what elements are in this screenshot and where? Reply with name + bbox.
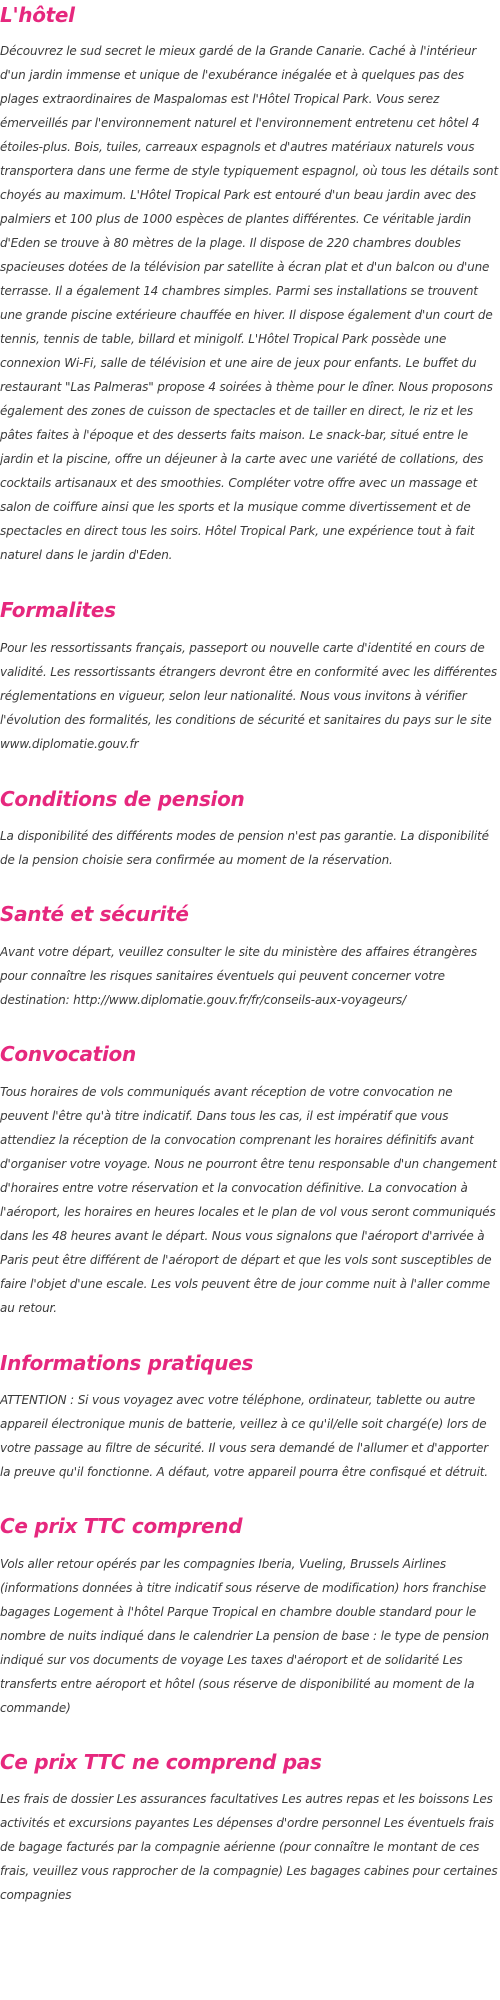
section-title-hotel: L'hôtel [0,3,75,27]
section-body-informations-pratiques: ATTENTION : Si vous voyagez avec votre téléphone, ordinateur, tablette ou autre appareil électronique munis de batterie, veillez à ce qu'il/elle soit chargé(e) lors de votre passage au filtre de sécurité. Il vous sera demandé de l'allumer et d'apporter la preuve qu'il fonctionne. A défaut, votre appareil pourra être confisqué et détruit. [0,1393,489,1479]
section-hotel [0,1,500,567]
section-title-prix-ne-comprend-pas: Ce prix TTC ne comprend pas [0,1750,322,1774]
section-informations-pratiques [0,1349,500,1484]
section-convocation [0,1040,500,1320]
section-pension [0,785,500,872]
hotel-info-page [0,1,500,1907]
section-body-formalites: Pour les ressortissants français, passeport ou nouvelle carte d'identité en cours de validité. Les ressortissants étrangers devront être en conformité avec les différentes réglementations en vigueur, selon leur nationalité. Nous vous invitons à vérifier l'évolution des formalités, les conditions de sécurité et sanitaires du pays sur le site www.diplomatie.gouv.fr [0,641,497,751]
section-body-convocation: Tous horaires de vols communiqués avant réception de votre convocation ne peuvent l'être qu'à titre indicatif. Dans tous les cas, il est impératif que vous attendiez la réception de la convocation comprenant les horaires définitifs avant d'organiser votre voyage. Nous ne pourront être tenu responsable d'un changement d'horaires entre votre réservation et la convocation définitive. La convocation à l'aéroport, les horaires en heures locales et le plan de vol vous seront communiqués dans les 48 heures avant le départ. Nous vous signalons que l'aéroport d'arrivée à Paris peut être différent de l'aéroport de départ et que les vols sont susceptibles de faire l'objet d'une escale. Les vols peuvent être de jour comme nuit à l'aller comme au retour. [0,1085,497,1315]
section-body-prix-comprend: Vols aller retour opérés par les compagnies Iberia, Vueling, Brussels Airlines (informations données à titre indicatif sous réserve de modification) hors franchise bagages Logement à l'hôtel Parque Tropical en chambre double standard pour le nombre de nuits indiqué dans le calendrier La pension de base : le type de pension indiqué sur vos documents de voyage Les taxes d'aéroport et de solidarité Les transferts entre aéroport et hôtel (sous réserve de disponibilité au moment de la commande) [0,1557,489,1715]
section-prix-ne-comprend-pas [0,1748,500,1907]
section-title-convocation: Convocation [0,1042,136,1066]
section-body-pension: La disponibilité des différents modes de pension n'est pas garantie. La disponibilité de la pension choisie sera confirmée au moment de la réservation. [0,829,489,867]
section-prix-comprend [0,1512,500,1720]
section-title-prix-comprend: Ce prix TTC comprend [0,1514,243,1538]
section-title-pension: Conditions de pension [0,787,245,811]
section-title-formalites: Formalites [0,598,116,622]
section-body-prix-ne-comprend-pas: Les frais de dossier Les assurances facultatives Les autres repas et les boissons Les activités et excursions payantes Les dépenses d'ordre personnel Les éventuels frais de bagage facturés par la compagnie aérienne (pour connaître le montant de ces frais, veuillez vous rapprocher de la compagnie) Les bagages cabines pour certaines compagnies [0,1792,498,1902]
section-title-informations-pratiques: Informations pratiques [0,1351,254,1375]
section-formalites [0,596,500,756]
section-title-sante: Santé et sécurité [0,902,189,926]
section-sante [0,900,500,1012]
section-body-hotel: Découvrez le sud secret le mieux gardé de la Grande Canarie. Caché à l'intérieur d'un jardin immense et unique de l'exubérance inégalée et à quelques pas des plages extraordinaires de Maspalomas est l'Hôtel Tropical Park. Vous serez émerveillés par l'environnement naturel et l'environnement entretenu cet hôtel 4 étoiles-plus. Bois, tuiles, carreaux espagnols et d'autres matériaux naturels vous transportera dans une ferme de style typiquement espagnol, où tous les détails sont choyés au maximum. L'Hôtel Tropical Park est entouré d'un beau jardin avec des palmiers et 100 plus de 1000 espèces de plantes différentes. Ce véritable jardin d'Eden se trouve à 80 mètres de la plage. Il dispose de 220 chambres doubles spacieuses dotées de la télévision par satellite à écran plat et d'un balcon ou d'une terrasse. Il a également 14 chambres simples. Parmi ses installations se trouvent une grande piscine extérieure chauffée en hiver. Il dispose également d'un court de tennis, tennis de table, billard et minigolf. L'Hôtel Tropical Park possède une connexion Wi-Fi, salle de télévision et une aire de jeux pour enfants. Le buffet du restaurant "Las Palmeras" propose 4 soirées à thème pour le dîner. Nous proposons également des zones de cuisson de spectacles et de tailler en direct, le riz et les pâtes faites à l'époque et des desserts faits maison. Le snack-bar, situé entre le jardin et la piscine, offre un déjeuner à la carte avec une variété de collations, des cocktails artisanaux et des smoothies. Compléter votre offre avec un massage et salon de coiffure ainsi que les sports et la musique comme divertissement et de spectacles en direct tous les soirs. Hôtel Tropical Park, une expérience tout à fait naturel dans le jardin d'Eden. [0,44,499,562]
section-body-sante: Avant votre départ, veuillez consulter le site du ministère des affaires étrangères pour connaître les risques sanitaires éventuels qui peuvent concerner votre destination: http://www.diplomatie.gouv.fr/fr/conseils-aux-voyageurs/ [0,945,477,1007]
